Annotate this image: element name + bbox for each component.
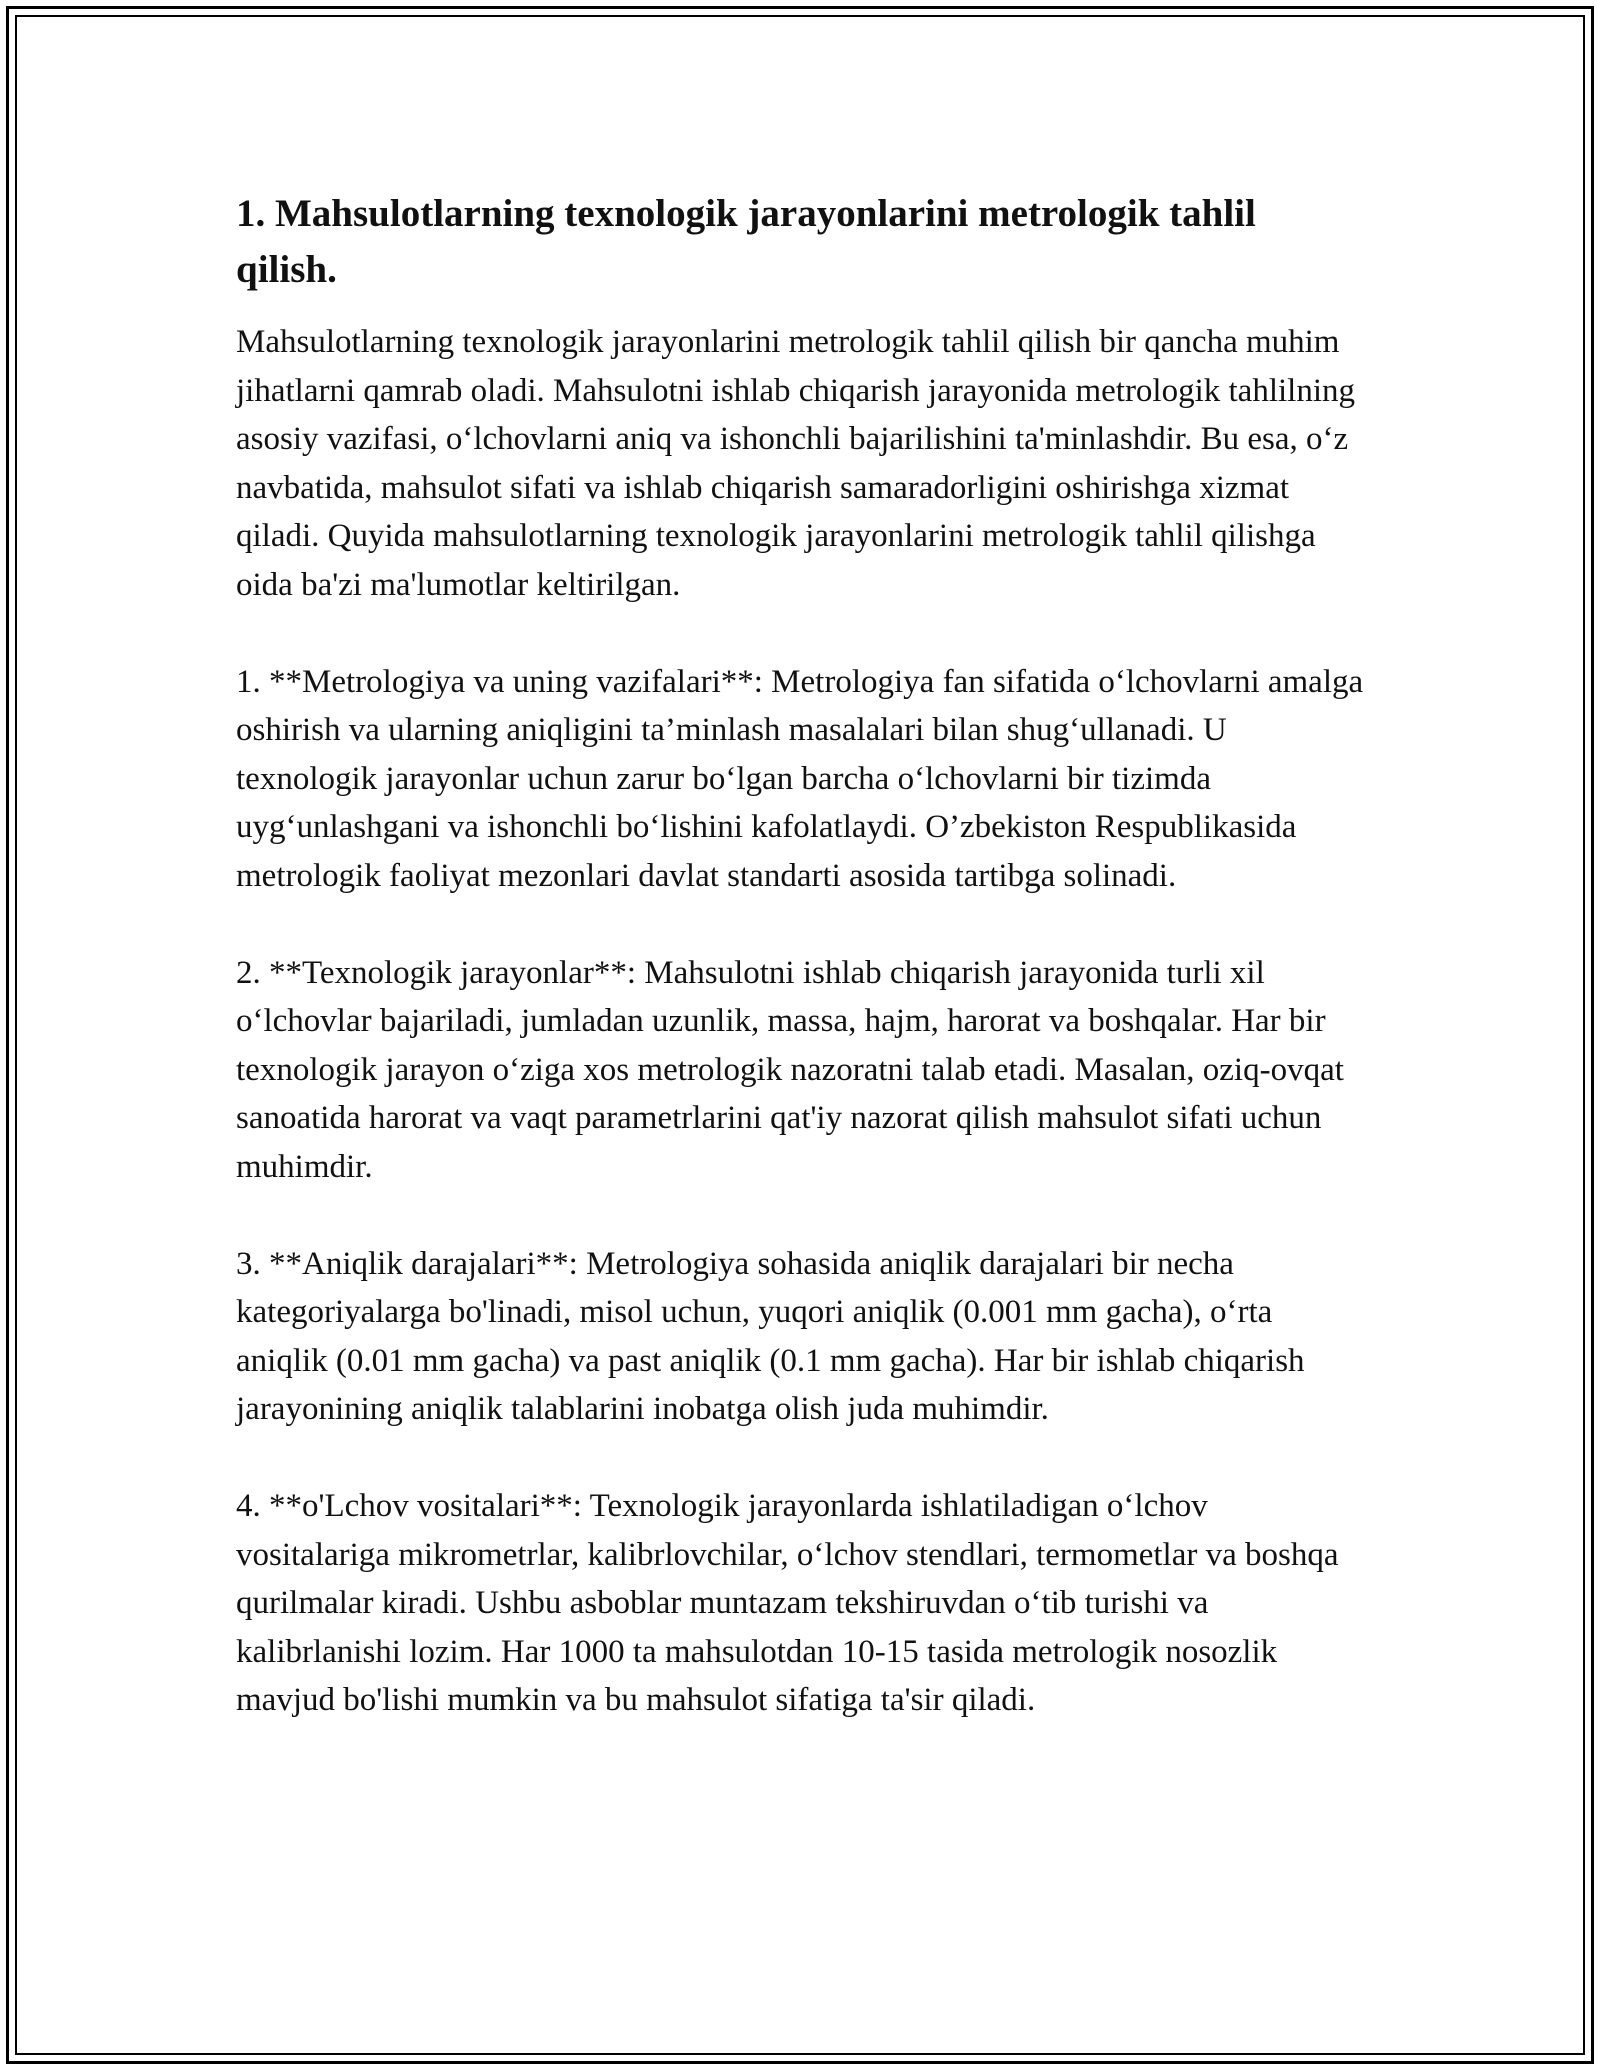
document-body [236, 186, 1366, 1773]
paragraph-metrologiya: 1. **Metrologiya va uning vazifalari**: Metrologiya fan sifatida o‘lchovlarni amalga oshirish va ularning aniqligini ta’minlash masalalari bilan shug‘ullanadi. U texnologik jarayonlar uchun zarur bo‘lgan barcha o‘lchovlarni bir tizimda uyg‘unlashgani va ishonchli bo‘lishini kafolatlaydi. O’zbekiston Respublikasida metrologik faoliyat mezonlari davlat standarti asosida tartibga solinadi. [236, 663, 1364, 894]
paragraph-aniqlik-darajalari: 3. **Aniqlik darajalari**: Metrologiya sohasida aniqlik darajalari bir necha kategoriyalarga bo'linadi, misol uchun, yuqori aniqlik (0.001 mm gacha), o‘rta aniqlik (0.01 mm gacha) va past aniqlik (0.1 mm gacha). Har bir ishlab chiqarish jarayonining aniqlik talablarini inobatga olish juda muhimdir. [236, 1245, 1305, 1427]
intro-paragraph: Mahsulotlarning texnologik jarayonlarini metrologik tahlil qilish bir qancha muhim jihatlarni qamrab oladi. Mahsulotni ishlab chiqarish jarayonida metrologik tahlilning asosiy vazifasi, o‘lchovlarni aniq va ishonchli bajarilishini ta'minlashdir. Bu esa, o‘z navbatida, mahsulot sifati va ishlab chiqarish samaradorligini oshirishga xizmat qiladi. Quyida mahsulotlarning texnologik jarayonlarini metrologik tahlil qilishga oida ba'zi ma'lumotlar keltirilgan. [236, 324, 1356, 603]
section-heading: 1. Mahsulotlarning texnologik jarayonlarini metrologik tahlil qilish. [236, 192, 1256, 291]
paragraph-olchov-vositalari: 4. **o'Lchov vositalari**: Texnologik jarayonlarda ishlatiladigan o‘lchov vositalariga mikrometrlar, kalibrlovchilar, o‘lchov stendlari, termometlar va boshqa qurilmalar kiradi. Ushbu asboblar muntazam tekshiruvdan o‘tib turishi va kalibrlanishi lozim. Har 1000 ta mahsulotdan 10-15 tasida metrologik nosozlik mavjud bo'lishi mumkin va bu mahsulot sifatiga ta'sir qiladi. [236, 1488, 1339, 1718]
paragraph-texnologik-jarayonlar: 2. **Texnologik jarayonlar**: Mahsulotni ishlab chiqarish jarayonida turli xil o‘lchovlar bajariladi, jumladan uzunlik, massa, hajm, harorat va boshqalar. Har bir texnologik jarayon o‘ziga xos metrologik nazoratni talab etadi. Masalan, oziq-ovqat sanoatida harorat va vaqt parametrlarini qat'iy nazorat qilish mahsulot sifati uchun muhimdir. [236, 954, 1344, 1185]
